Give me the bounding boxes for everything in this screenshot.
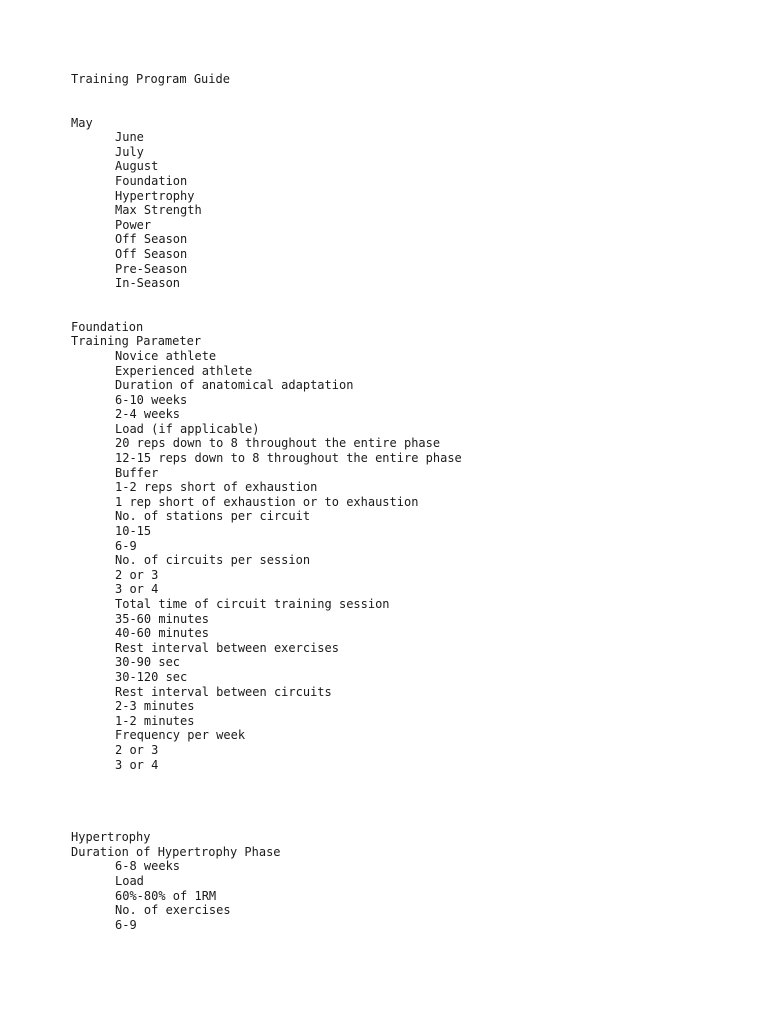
list-item: 2 or 3: [115, 567, 159, 582]
list-item: 1-2 minutes: [115, 713, 195, 728]
list-item: July: [115, 144, 144, 159]
hypertrophy-subheading: Duration of Hypertrophy Phase: [71, 844, 281, 859]
foundation-subheading: Training Parameter: [71, 334, 202, 349]
list-item: Duration of anatomical adaptation: [115, 378, 354, 393]
document-page: [71, 72, 731, 932]
list-item: 1-2 reps short of exhaustion: [115, 480, 318, 495]
list-item: 2 or 3: [115, 742, 159, 757]
list-item: 6-9: [115, 917, 137, 932]
list-item: Off Season: [115, 232, 188, 247]
list-item: 60%-80% of 1RM: [115, 888, 217, 903]
list-item: 2-4 weeks: [115, 407, 181, 422]
list-item: 1 rep short of exhaustion or to exhaustion: [115, 494, 419, 509]
list-item: 2-3 minutes: [115, 699, 195, 714]
list-item: 30-120 sec: [115, 669, 188, 684]
list-item: Hypertrophy: [115, 188, 195, 203]
list-item: June: [115, 130, 144, 145]
list-item: 12-15 reps down to 8 throughout the entire phase: [115, 451, 462, 466]
list-item: 30-90 sec: [115, 655, 181, 670]
list-item: No. of exercises: [115, 903, 231, 918]
list-item: In-Season: [115, 276, 181, 291]
list-item: Off Season: [115, 246, 188, 261]
list-item: 6-8 weeks: [115, 859, 181, 874]
calendar-section: [71, 116, 731, 291]
list-item: Total time of circuit training session: [115, 597, 390, 611]
list-item: No. of stations per circuit: [115, 509, 311, 524]
foundation-section: [71, 320, 731, 772]
list-item: Foundation: [115, 173, 188, 188]
list-item: 20 reps down to 8 throughout the entire phase: [115, 436, 441, 451]
list-item: Rest interval between exercises: [115, 640, 339, 655]
calendar-heading: May: [71, 115, 93, 130]
calendar-list: [71, 130, 731, 291]
list-item: August: [115, 159, 159, 174]
list-item: 10-15: [115, 524, 152, 539]
list-item: 6-9: [115, 538, 137, 553]
list-item: Load: [115, 873, 144, 888]
list-item: Max Strength: [115, 203, 202, 218]
list-item: 40-60 minutes: [115, 626, 209, 641]
hypertrophy-section: [71, 830, 731, 932]
list-item: Rest interval between circuits: [115, 684, 332, 699]
list-item: 6-10 weeks: [115, 392, 188, 407]
document-title: Training Program Guide: [71, 72, 230, 86]
list-item: Frequency per week: [115, 728, 246, 743]
list-item: Novice athlete: [115, 348, 217, 363]
list-item: Load (if applicable): [115, 421, 260, 436]
list-item: 3 or 4: [115, 582, 159, 597]
list-item: 35-60 minutes: [115, 611, 209, 626]
hypertrophy-heading: Hypertrophy: [71, 830, 151, 845]
list-item: Experienced athlete: [115, 363, 253, 378]
list-item: No. of circuits per session: [115, 553, 311, 568]
foundation-list: [71, 349, 731, 772]
list-item: Power: [115, 217, 152, 232]
list-item: Pre-Season: [115, 261, 188, 276]
list-item: Buffer: [115, 465, 159, 480]
hypertrophy-list: [71, 859, 731, 932]
list-item: 3 or 4: [115, 757, 159, 772]
foundation-heading: Foundation: [71, 319, 144, 334]
